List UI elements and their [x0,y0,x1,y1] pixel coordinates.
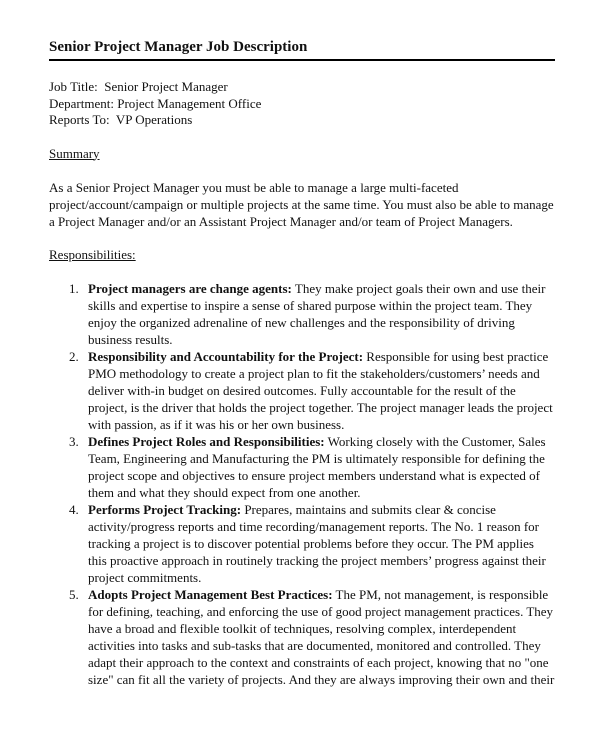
list-item [49,586,555,688]
meta-department [49,96,556,113]
item-number: 1. [69,280,79,296]
meta-value: VP Operations [115,112,193,127]
item-text: The PM, not management, is responsible for defining, teaching, and enforcing the use of good project management practices. They have a broad and flexible toolkit of techniques, resolving complex, interdependent activities into tasks and sub-tasks that are documented, monitored and controlled. They adapt their approach to the context and constraints of each project, knowing that no "one size" can fit all the variety of projects. And they are always improving their own and their [88,586,555,687]
document-title: Senior Project Manager Job Description [49,39,308,55]
item-text: Responsible for using best practice PMO methodology to create a project plan to fit the stakeholders/customers’ needs and deliver with-in budget on desired outcomes. Fully accountable for the result of the project, is the driver that holds the project together. The project manager leads the project with passion, as if it was his or her own business. [88,348,553,432]
meta-reports-to [49,112,556,129]
list-item [49,280,555,348]
item-lead: Adopts Project Management Best Practices: [88,586,333,602]
meta-job-title [49,79,556,96]
item-text: Prepares, maintains and submits clear & concise activity/progress reports and time recording/management reports. The No. 1 reason for tracking a project is to discover potential problems before they occur. The PM applies this proactive approach in routinely tracking the project members’ progress against their project commitments. [88,501,546,585]
item-lead: Responsibility and Accountability for the Project: [88,348,364,364]
list-item [49,348,555,433]
responsibilities-list [49,280,556,688]
item-number: 3. [69,433,79,449]
list-item [49,501,555,586]
item-text: They make project goals their own and use their skills and expertise to inspire a sense of shared purpose within the project team. They enjoy the organized adrenaline of new challenges and the responsibility of driving business results. [88,280,546,347]
job-meta [49,79,556,129]
meta-label: Reports To: [49,112,110,127]
summary-heading: Summary [49,145,100,161]
item-text: Working closely with the Customer, Sales Team, Engineering and Manufacturing the PM is ultimately responsible for defining the project scope and objectives to ensure project members understand what is expected of them and what they should expect from one another. [88,433,546,500]
meta-label: Job Title: [49,79,98,94]
item-lead: Performs Project Tracking: [88,501,242,517]
meta-value: Project Management Office [117,95,262,111]
title-underline-rule [49,59,555,61]
summary-text: As a Senior Project Manager you must be able to manage a large multi-faceted project/account/campaign or multiple projects at the same time. You must also be able to manage a Project Manager and/or an Assistant Project Manager and/or team of Project Managers. [49,180,554,229]
responsibilities-heading: Responsibilities: [49,247,136,262]
item-number: 4. [69,501,79,517]
meta-value: Senior Project Manager [104,79,228,94]
item-number: 5. [69,586,79,602]
meta-label: Department: [49,95,114,111]
item-lead: Defines Project Roles and Responsibilities: [88,433,325,449]
item-number: 2. [69,348,79,364]
list-item [49,433,555,501]
item-lead: Project managers are change agents: [88,280,292,296]
